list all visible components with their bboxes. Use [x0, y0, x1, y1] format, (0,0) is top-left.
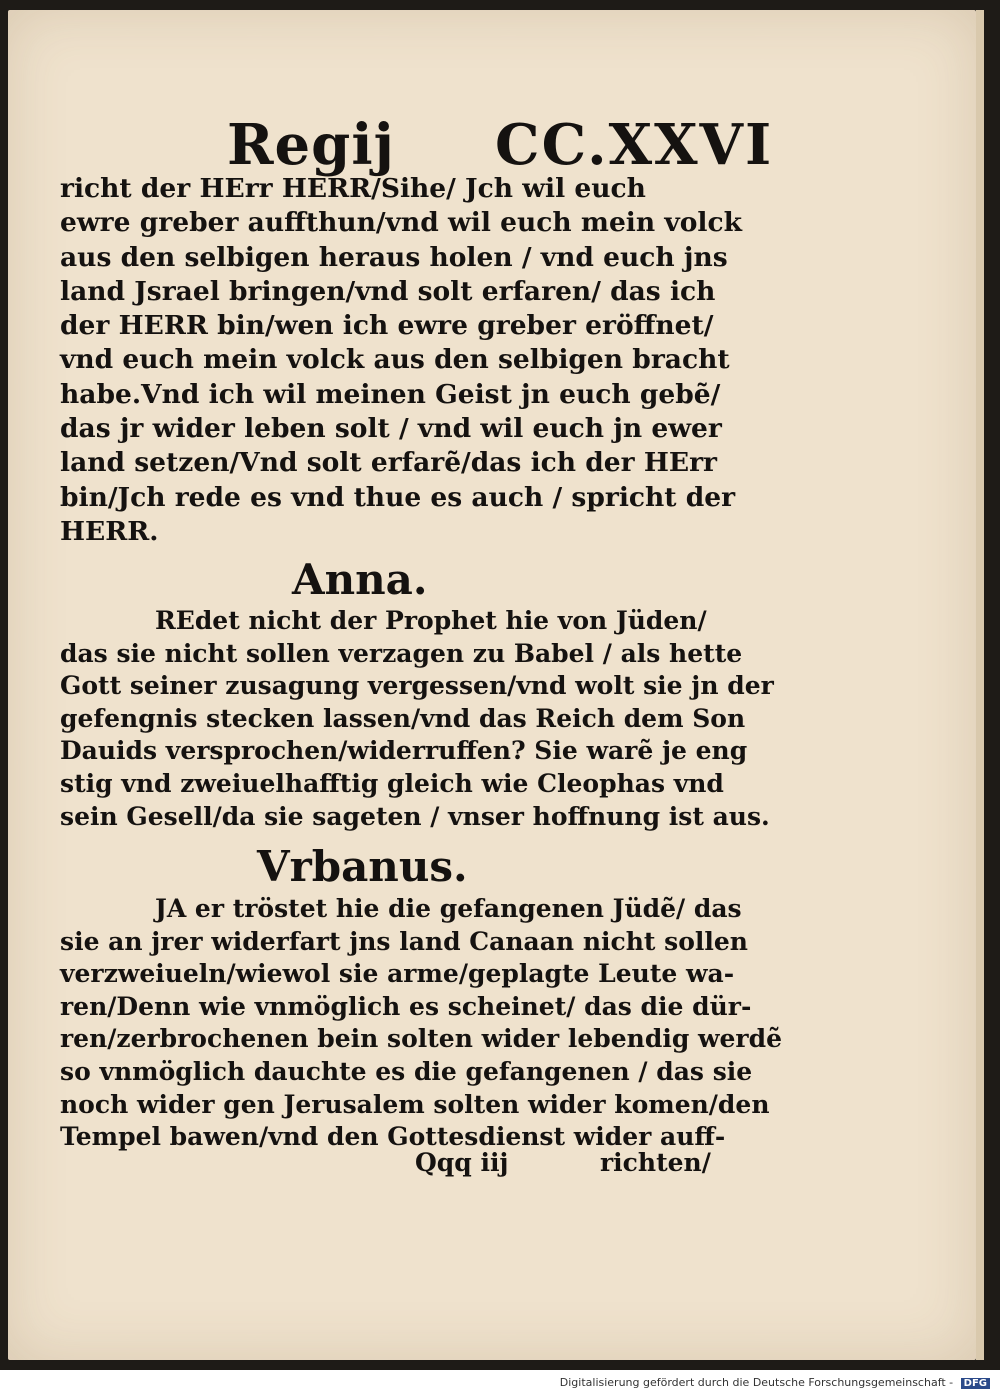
- catchword: richten/: [600, 1148, 711, 1177]
- text-line: vnd euch mein volck aus den selbigen bracht: [60, 344, 730, 376]
- running-title: Regij: [227, 112, 395, 178]
- text-line: das sie nicht sollen verzagen zu Babel / als hette: [60, 638, 743, 668]
- text-line: land setzen/Vnd solt erfarẽ/das ich der HErr: [60, 447, 718, 479]
- section-heading-urbanus: Vrbanus.: [257, 842, 468, 891]
- text-line: ren/zerbrochenen bein solten wider lebendig werdẽ: [60, 1024, 782, 1054]
- text-line: sie an jrer widerfart jns land Canaan nicht sollen: [60, 926, 748, 956]
- text-line: sein Gesell/da sie sageten / vnser hoffnung ist aus.: [60, 801, 770, 831]
- signature-mark: Qqq iij: [415, 1148, 509, 1177]
- text-line: bin/Jch rede es vnd thue es auch / spricht der: [60, 481, 736, 513]
- text-line: Tempel bawen/vnd den Gottesdienst wider auff-: [60, 1122, 726, 1152]
- text-line: JA er tröstet hie die gefangenen Jüdẽ/ das: [155, 894, 742, 923]
- text-line: verzweiueln/wiewol sie arme/geplagte Leute wa-: [60, 959, 735, 989]
- text-line: stig vnd zweiuelhafftig gleich wie Cleophas vnd: [60, 768, 724, 798]
- text-line: richt der HErr HERR/Sihe/ Jch wil euch: [60, 173, 646, 204]
- text-line: ewre greber auffthun/vnd wil euch mein volck: [60, 207, 742, 239]
- page-edge: [976, 10, 984, 1360]
- text-line: noch wider gen Jerusalem solten wider komen/den: [60, 1089, 770, 1119]
- section-text-urbanus: [60, 893, 782, 1154]
- text-line: Gott seiner zusagung vergessen/vnd wolt sie jn der: [60, 671, 774, 701]
- text-line: aus den selbigen heraus holen / vnd euch jns: [60, 241, 728, 273]
- text-line: das jr wider leben solt / vnd wil euch jn ewer: [60, 413, 722, 445]
- text-line: Dauids versprochen/widerruffen? Sie warẽ je eng: [60, 736, 748, 766]
- section-text-anna: [60, 605, 774, 833]
- text-line: ren/Denn wie vnmöglich es scheinet/ das die dür-: [60, 991, 752, 1021]
- section-heading-anna: Anna.: [292, 555, 428, 604]
- folio-number: CC.XXVI: [495, 112, 774, 178]
- body-text: [60, 172, 742, 549]
- text-line: REdet nicht der Prophet hie von Jüden/: [155, 606, 707, 635]
- text-line: land Jsrael bringen/vnd solt erfaren/ das ich: [60, 275, 716, 307]
- dfg-logo: DFG: [961, 1378, 990, 1389]
- text-line: gefengnis stecken lassen/vnd das Reich dem Son: [60, 703, 746, 733]
- text-line: habe.Vnd ich wil meinen Geist jn euch gebẽ/: [60, 378, 721, 410]
- digitization-credit: [560, 1376, 990, 1389]
- text-line: so vnmöglich dauchte es die gefangenen / das sie: [60, 1056, 753, 1086]
- text-line: HERR.: [60, 515, 159, 547]
- credit-text: Digitalisierung gefördert durch die Deutsche Forschungsgemeinschaft -: [559, 1376, 954, 1389]
- text-line: der HERR bin/wen ich ewre greber eröffnet/: [60, 310, 714, 342]
